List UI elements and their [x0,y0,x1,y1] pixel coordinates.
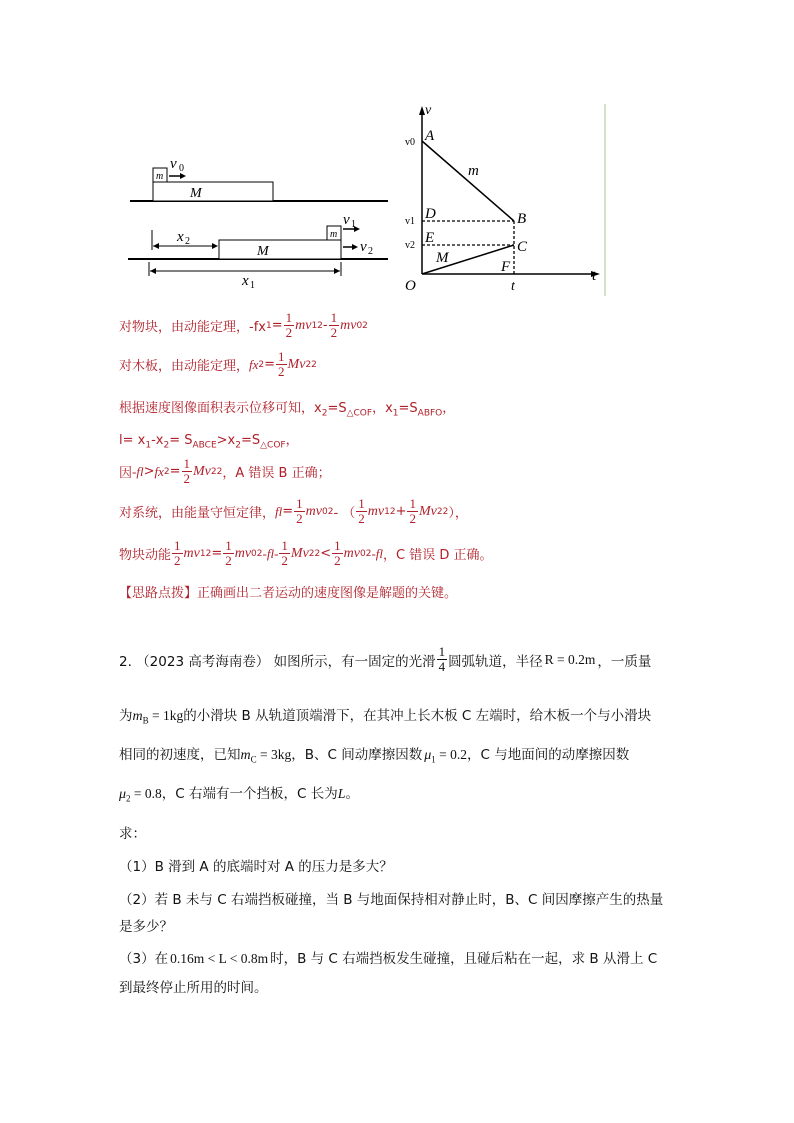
text: 。 [345,786,360,802]
text: 圆弧轨道，半径 [448,653,543,670]
label-v2: v [360,239,367,255]
mv: mv [234,545,252,561]
dim-x1-arrow-right [334,268,340,274]
text: = S [169,433,193,448]
fl: -fl [371,545,384,561]
Mv: Mv [287,356,306,372]
label-M-line: M [436,250,449,266]
question-3b: 到最终停止所用的时间。 [119,980,268,996]
frac-quarter [437,645,448,674]
solution-line-7 [119,539,493,568]
sub: 1 [199,548,206,559]
label-v1-sub: 1 [351,219,356,230]
point-F: F [501,259,511,275]
den: 2 [330,325,338,340]
den: 2 [174,553,181,568]
den: 2 [334,553,341,568]
label-v0: v [170,156,177,172]
num: 1 [225,538,232,553]
mv: mv [343,545,360,561]
text: ，x [372,401,393,416]
frac-half [279,539,290,568]
text: （3）在 [119,951,169,967]
sub: ABCE [192,440,217,451]
problem-ask: 求： [119,826,146,842]
sup: 2 [256,548,263,559]
sub: 2 [163,466,170,477]
text: 时，B 与 C 右端挡板发生碰撞，且碰后粘在一起，求 B 从滑上 C [270,951,658,967]
label-M-top: M [190,186,202,201]
text: 对系统，由能量守恒定律， [119,506,276,521]
label-x1-sub: 1 [250,280,255,290]
question-2a: （2）若 B 未与 C 右端挡板碰撞，当 B 与地面保持相对静止时，B、C 间因摩擦产生的热量 [119,892,664,908]
sub: B [142,715,149,726]
sub: C [250,754,257,765]
tick-t: t [511,279,515,294]
Mv: Mv [290,545,309,561]
point-C: C [517,239,528,255]
text: =S [327,401,347,416]
solution-line-2: 对木板，由动能定理， fx 2 = $\frac{1}{2}$ Mv 2 2 [119,349,317,379]
problem-line-3 [119,743,629,765]
num: 1 [358,496,365,511]
sub: 1 [384,506,390,517]
frac-half [284,311,295,340]
text: 2. （2023 高考海南卷） 如图所示，有一固定的光滑 [119,653,436,670]
num: 1 [296,496,303,511]
sub: 1 [392,408,399,419]
solution-line-5 [119,457,331,486]
mv: mv [295,317,312,333]
text: = [211,546,223,561]
frac-half [329,311,340,340]
num: 1 [438,644,446,659]
sub: ABFO [417,408,443,419]
text: =S [398,401,418,416]
point-B: B [517,211,527,227]
solution-line-3 [119,397,455,419]
text: = [282,504,294,519]
text: ， [442,401,456,416]
fl: fl [275,503,283,519]
sup: 2 [311,359,317,370]
fl: -fl [132,463,144,479]
label-x1: x [242,273,249,289]
sub: 0 [356,320,363,331]
board-M-bottom [219,240,341,259]
text: >x [216,433,236,448]
frac-half [294,497,305,526]
sub: 2 [321,408,328,419]
fl: -fl- [262,545,279,561]
sup: 2 [216,466,223,477]
t-axis-label: t [592,268,597,284]
sub: 1 [145,440,152,451]
sup: 2 [327,506,334,517]
sub: 1 [311,320,318,331]
point-E: E [425,230,435,246]
tick-v2: v2 [405,240,415,251]
tip-label: 【思路点拨】 [119,586,198,601]
text: l= x [119,433,146,448]
solution-tip [119,582,457,601]
text: ， [285,433,299,448]
text: -x [151,433,164,448]
label-M-bottom: M [257,244,269,259]
sup: 2 [442,506,449,517]
sup: 2 [317,320,323,331]
question-2b: 是多少？ [119,919,173,935]
text: 的小滑块 B 从轨道顶端滑下，在其冲上长木板 C 左端时，给木板一个与小滑块 [183,708,652,724]
sup: 2 [365,548,372,559]
label-x2-sub: 2 [185,236,190,247]
text: 对物块，由动能定理，-fx [119,320,266,335]
text: 根据速度图像面积表示位移可知，x [119,401,322,416]
solution-line-6 [119,497,468,526]
text: =S [240,433,261,448]
sub: △COF [346,408,373,419]
dim-x2-arrow-right [212,243,218,249]
v-axis-label: v [425,103,432,118]
origin-label: O [405,278,416,294]
frac-half [223,539,234,568]
text: = [169,464,181,479]
den: 2 [278,364,285,379]
num: 1 [285,310,293,325]
tip-text: 正确画出二者运动的速度图像是解题的关键。 [197,586,458,601]
sub: 0 [321,506,328,517]
text: 相同的初速度，已知 [119,747,241,763]
num: 1 [281,538,288,553]
tick-v1: v1 [405,216,415,227]
sub: 2 [163,440,170,451]
sub: 2 [436,506,443,517]
sup: 2 [362,320,368,331]
frac-half [182,457,193,486]
label-m-top: m [156,171,164,182]
label-v2-sub: 2 [368,246,373,257]
sub: 2 [210,466,217,477]
num: 1 [334,538,341,553]
tick-v0: v0 [405,137,415,148]
frac-half [356,497,367,526]
problem-line-4 [119,782,359,804]
num: 1 [183,456,191,471]
sub: 1 [431,754,436,765]
val: = 1kg [148,708,184,723]
L: L [337,787,346,802]
text: < [320,546,332,561]
range: 0.16m < L < 0.8m [170,951,269,966]
mv: mv [367,503,385,519]
text: ，B、C 间动摩擦因数 [291,747,423,763]
frac-half [332,539,343,568]
sub: 2 [126,793,131,804]
solution-line-1: 对物块，由动能定理，-fx 1 = $\frac{1}{2}$ mv 1 2 - $\frac{1}{2}$ mv 0 2 [119,310,368,340]
radius: R = 0.2m [544,651,596,667]
text: ，一质量 [597,653,652,670]
m: m [132,709,143,724]
mv: mv [305,503,322,519]
label-x2: x [177,229,184,245]
den: 4 [438,659,446,674]
mu: μ [424,748,432,763]
frac-half [407,497,418,526]
num: 1 [409,496,416,511]
mv: mv [340,317,357,333]
m: m [240,748,251,763]
text: - （ [333,506,356,521]
sub: △COF [260,440,286,451]
sub: 2 [305,359,312,370]
fx: fx [249,356,259,372]
mu: μ [119,787,127,802]
solution-line-4 [119,429,299,451]
text: ，A 错误 B 正确； [222,466,331,481]
val: = 3kg [256,747,292,762]
dim-x2-arrow-left [153,243,159,249]
frac-half [172,539,183,568]
text: 对木板，由动能定理， [119,359,250,374]
Mv: Mv [193,463,211,479]
text: + [395,504,407,519]
frac-half [276,350,287,379]
sub: 2 [235,440,241,451]
mv: mv [183,545,200,561]
den: 2 [183,471,191,486]
label-v0-sub: 0 [179,163,184,174]
sup: 2 [389,506,396,517]
text: 物块动能 [119,548,172,563]
minus: - [322,318,328,333]
dim-x1-arrow-left [150,268,156,274]
label-m-line: m [468,163,479,179]
sub: 0 [360,548,366,559]
sub: 0 [251,548,257,559]
velocity-time-graph [395,100,610,298]
text: ）， [448,506,468,521]
den: 2 [281,553,288,568]
sup: 2 [314,548,321,559]
text: ，C 错误 D 正确。 [383,548,493,563]
den: 2 [285,325,293,340]
sub: 2 [258,359,265,370]
sub: 2 [308,548,315,559]
label-v1: v [343,212,350,228]
text: > [143,464,155,479]
problem-line-1 [119,645,651,674]
text: ，C 右端有一个挡板，C 长为 [161,786,338,802]
question-1: （1）B 滑到 A 的底端时对 A 的压力是多大？ [119,859,393,875]
den: 2 [358,511,365,526]
sup: 2 [205,548,212,559]
block-board-diagram [120,150,390,290]
den: 2 [409,511,416,526]
text: ，C 与地面间的动摩擦因数 [467,747,630,763]
den: 2 [296,511,303,526]
num: 1 [330,310,338,325]
question-3a [119,947,657,967]
problem-line-2 [119,704,651,726]
val: = 0.8 [130,786,162,801]
num: 1 [278,349,285,364]
fx: fx [154,463,164,479]
Mv: Mv [418,503,437,519]
text: 为 [119,708,133,724]
val: = 0.2 [435,747,468,762]
arrowhead-v2 [352,244,358,250]
sub: 1 [265,320,272,331]
den: 2 [225,553,232,568]
board-M-top [153,182,273,201]
point-D: D [425,206,436,222]
point-A: A [425,128,435,144]
num: 1 [174,538,181,553]
label-m-bottom: m [330,229,338,240]
text: 因 [119,466,133,481]
